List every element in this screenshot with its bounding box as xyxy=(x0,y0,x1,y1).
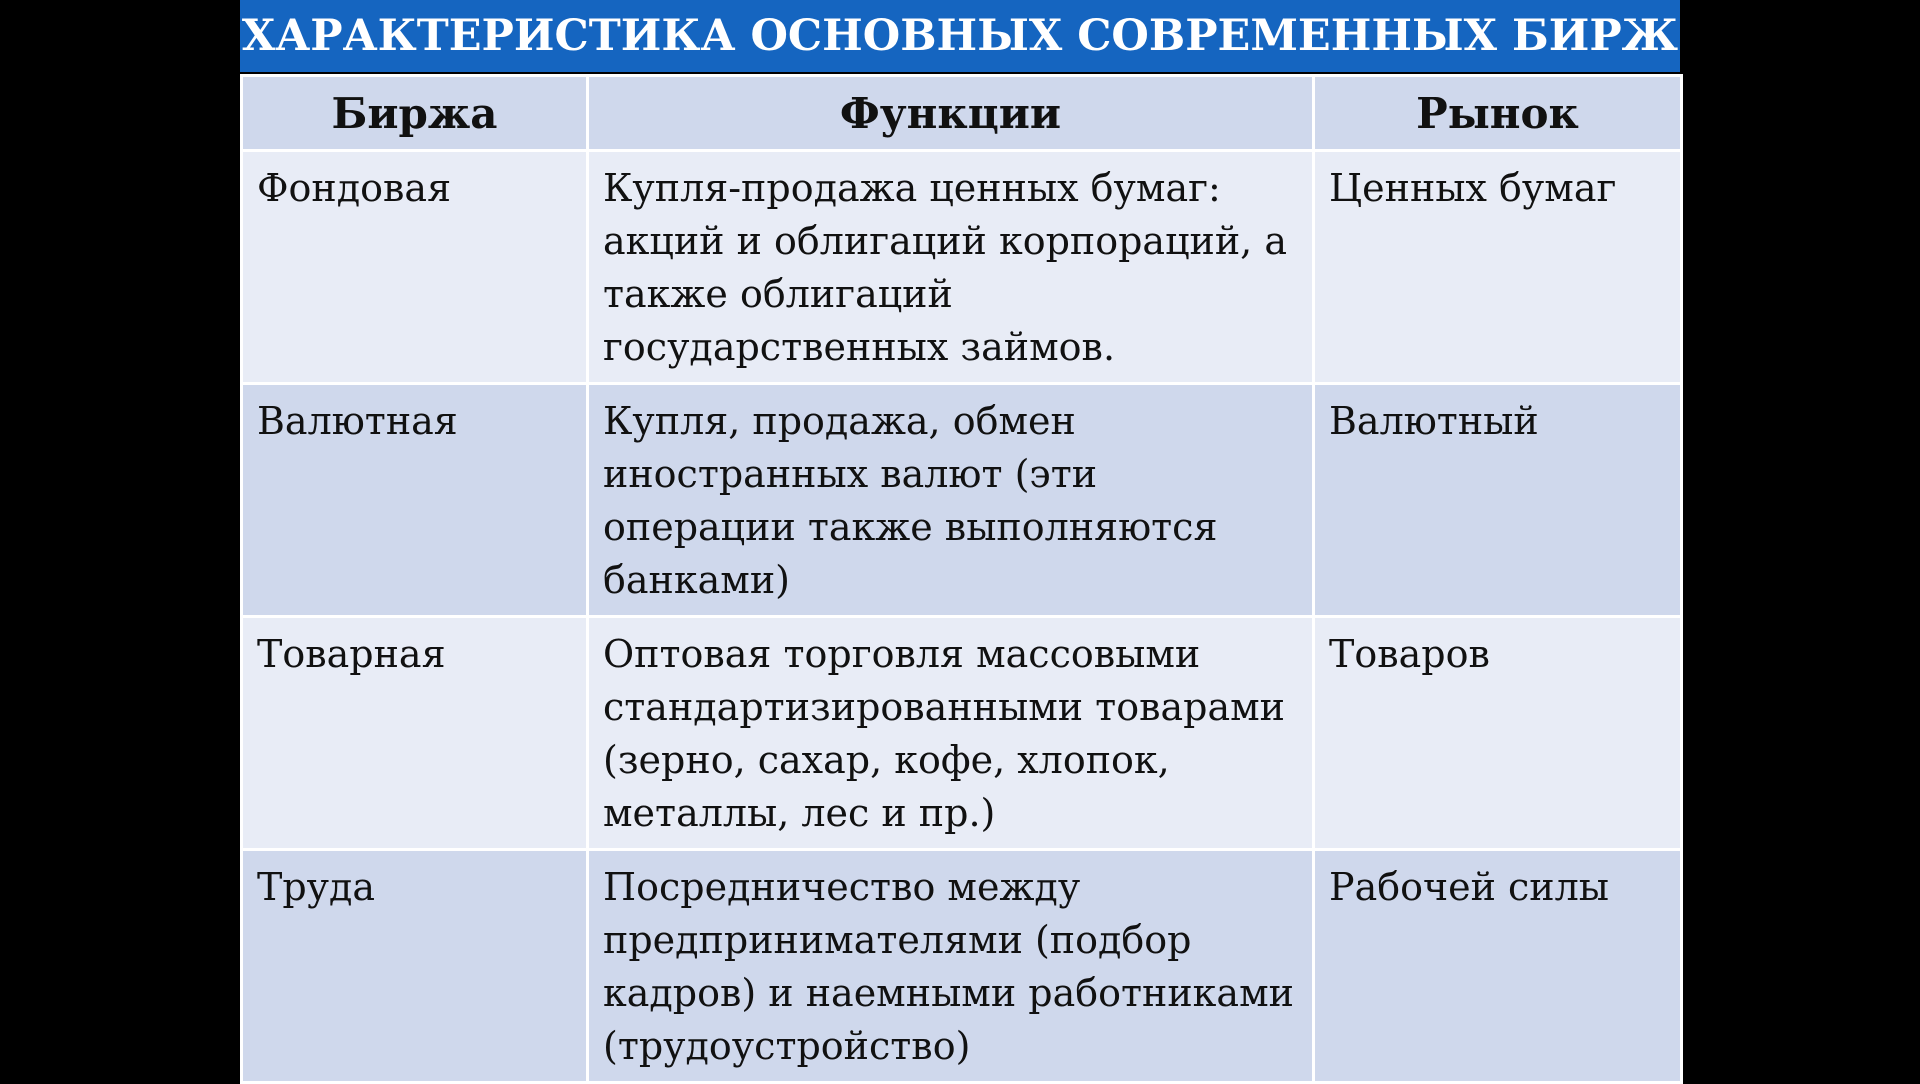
cell-market: Рабочей силы xyxy=(1314,850,1682,1083)
cell-functions: Купля-продажа ценных бумаг: акций и облигаций корпораций, а также облигаций государственных займов. xyxy=(588,151,1314,384)
cell-market: Ценных бумаг xyxy=(1314,151,1682,384)
cell-functions: Купля, продажа, обмен иностранных валют (эти операции также выполняются банками) xyxy=(588,384,1314,617)
slide xyxy=(240,0,1680,1080)
cell-market: Валютный xyxy=(1314,384,1682,617)
cell-exchange: Товарная xyxy=(242,617,588,850)
table-row xyxy=(242,151,1682,384)
header-functions: Функции xyxy=(588,76,1314,151)
cell-functions: Посредничество между предпринимателями (подбор кадров) и наемными работниками (трудоустройство) xyxy=(588,850,1314,1083)
cell-exchange: Труда xyxy=(242,850,588,1083)
table-row xyxy=(242,850,1682,1083)
cell-exchange: Фондовая xyxy=(242,151,588,384)
cell-exchange: Валютная xyxy=(242,384,588,617)
table-row xyxy=(242,617,1682,850)
header-exchange: Биржа xyxy=(242,76,588,151)
slide-title: ХАРАКТЕРИСТИКА ОСНОВНЫХ СОВРЕМЕННЫХ БИРЖ xyxy=(240,0,1680,72)
table-header-row xyxy=(242,76,1682,151)
header-market: Рынок xyxy=(1314,76,1682,151)
cell-market: Товаров xyxy=(1314,617,1682,850)
table-row xyxy=(242,384,1682,617)
exchanges-table xyxy=(240,74,1683,1084)
cell-functions: Оптовая торговля массовыми стандартизированными товарами (зерно, сахар, кофе, хлопок, металлы, лес и пр.) xyxy=(588,617,1314,850)
